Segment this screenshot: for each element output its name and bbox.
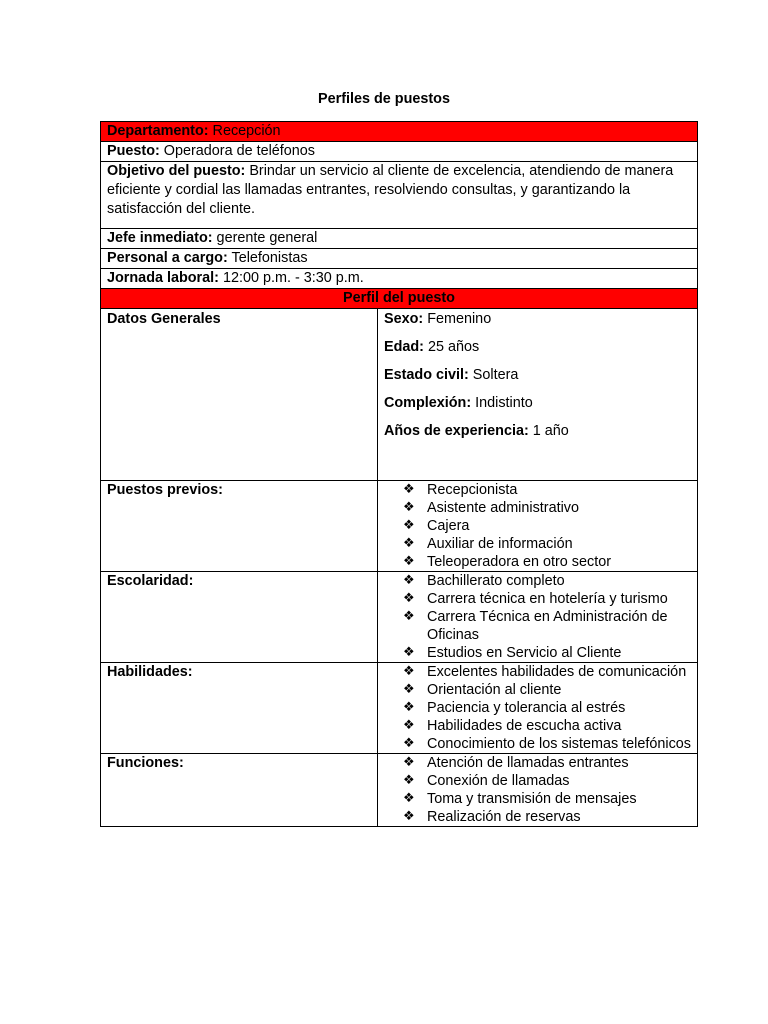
list-item: ❖ Cajera xyxy=(403,517,691,535)
list-item: ❖ Auxiliar de información xyxy=(403,535,691,553)
jefe-cell xyxy=(101,229,698,249)
experiencia-item: Años de experiencia: 1 año xyxy=(384,423,569,439)
row-perfil-heading xyxy=(101,289,698,309)
datos-generales-values-cell xyxy=(378,309,698,481)
list-item: ❖ Atención de llamadas entrantes xyxy=(403,754,691,772)
list-item: ❖ Toma y transmisión de mensajes xyxy=(403,790,691,808)
row-puestos-previos xyxy=(101,481,698,572)
puesto-value: Operadora de teléfonos xyxy=(159,143,315,159)
habilidades-label-cell xyxy=(101,663,378,754)
perfil-heading-cell xyxy=(101,289,698,309)
datos-generales-label-cell xyxy=(101,309,378,481)
complexion-item: Complexión: Indistinto xyxy=(384,395,533,411)
jefe-label: Jefe inmediato: xyxy=(107,230,213,246)
datos-generales-label: Datos Generales xyxy=(107,311,221,327)
row-puesto xyxy=(101,142,698,162)
personal-value: Telefonistas xyxy=(227,250,308,266)
estado-civil-item: Estado civil: Soltera xyxy=(384,367,519,383)
list-item: ❖ Conocimiento de los sistemas telefónicos xyxy=(403,735,691,753)
list-item: ❖ Carrera técnica en hotelería y turismo xyxy=(403,590,691,608)
jefe-value: gerente general xyxy=(212,230,318,246)
puestos-previos-label-cell xyxy=(101,481,378,572)
row-datos-generales xyxy=(101,309,698,481)
funciones-label-cell xyxy=(101,754,378,827)
job-profile-table xyxy=(100,121,698,827)
objetivo-value: Brindar un servicio al cliente de excelencia, atendiendo de manera eficiente y cordial las llamadas entrantes, resolviendo consultas, y garantizando la satisfacción del cliente. xyxy=(107,163,674,217)
list-item: ❖ Paciencia y tolerancia al estrés xyxy=(403,699,691,717)
departamento-value: Recepción xyxy=(208,123,281,139)
edad-item: Edad: 25 años xyxy=(384,339,480,355)
escolaridad-list-cell xyxy=(378,572,698,663)
puestos-previos-list xyxy=(378,481,691,571)
escolaridad-list xyxy=(378,572,691,662)
personal-label: Personal a cargo: xyxy=(107,250,228,266)
personal-cell xyxy=(101,249,698,269)
list-item: ❖ Teleoperadora en otro sector xyxy=(403,553,691,571)
row-escolaridad xyxy=(101,572,698,663)
departamento-label: Departamento: xyxy=(107,123,209,139)
row-funciones xyxy=(101,754,698,827)
list-item: ❖ Realización de reservas xyxy=(403,808,691,826)
escolaridad-label-cell xyxy=(101,572,378,663)
funciones-list-cell xyxy=(378,754,698,827)
list-item: ❖ Bachillerato completo xyxy=(403,572,691,590)
puestos-previos-list-cell xyxy=(378,481,698,572)
row-objetivo xyxy=(101,162,698,229)
funciones-label: Funciones: xyxy=(107,755,184,771)
list-item: ❖ Conexión de llamadas xyxy=(403,772,691,790)
list-item: ❖ Carrera Técnica en Administración de Oficinas xyxy=(403,608,691,644)
objetivo-label: Objetivo del puesto: xyxy=(107,163,246,179)
jornada-cell xyxy=(101,269,698,289)
funciones-list xyxy=(378,754,691,826)
row-personal xyxy=(101,249,698,269)
habilidades-list-cell xyxy=(378,663,698,754)
list-item: ❖ Habilidades de escucha activa xyxy=(403,717,691,735)
departamento-cell xyxy=(101,122,698,142)
perfil-heading: Perfil del puesto xyxy=(343,290,455,306)
jornada-value: 12:00 p.m. - 3:30 p.m. xyxy=(218,270,364,286)
escolaridad-label: Escolaridad: xyxy=(107,573,194,589)
puesto-label: Puesto: xyxy=(107,143,160,159)
row-jefe xyxy=(101,229,698,249)
page-title: Perfiles de puestos xyxy=(318,91,450,107)
habilidades-list xyxy=(378,663,691,753)
puesto-cell xyxy=(101,142,698,162)
row-habilidades xyxy=(101,663,698,754)
objetivo-cell xyxy=(101,162,698,229)
list-item: ❖ Recepcionista xyxy=(403,481,691,499)
habilidades-label: Habilidades: xyxy=(107,664,193,680)
puestos-previos-label: Puestos previos: xyxy=(107,482,223,498)
list-item: ❖ Asistente administrativo xyxy=(403,499,691,517)
list-item: ❖ Estudios en Servicio al Cliente xyxy=(403,644,691,662)
row-jornada xyxy=(101,269,698,289)
list-item: ❖ Excelentes habilidades de comunicación xyxy=(403,663,691,681)
row-departamento xyxy=(101,122,698,142)
list-item: ❖ Orientación al cliente xyxy=(403,681,691,699)
jornada-label: Jornada laboral: xyxy=(107,270,219,286)
sexo-item: Sexo: Femenino xyxy=(384,311,492,327)
